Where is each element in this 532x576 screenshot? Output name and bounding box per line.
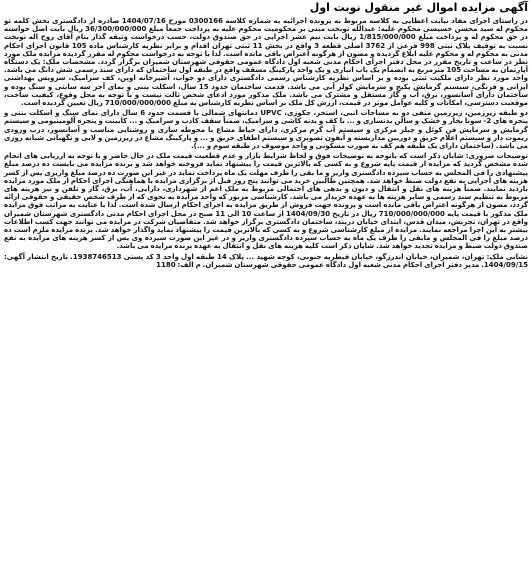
- notice-title: آگهی مزایده اموال غیر منقول نوبت اول: [309, 1, 528, 14]
- notice-paragraph-4: نشانی ملک: تهران، شمیران، خیابان اندرزگو، خیابان قیطریه جنوبی، کوچه شهید ... پلاک 14 طبقه اول واحد 3 کد پستی 1938746513. تاریخ انتشار آگهی: 1404/09/15. مدیر دفتر اجرای احکام مدنی شعبه اول دادگاه عمومی حقوقی شهرستان شمیران. م الف: 1180: [4, 252, 528, 269]
- notice-paragraph-2: دو طبقه زیرزمین، زیرزمین منفی دو به مساحات انبی، استخر، جکوزی، UPVC دمانتهای شمالی با قسمت حدود 6 سال دارای نمای سنگ و اسکلت بتنی و پنجره های 2- سونا بخار و خشک و سالن بدنسازی و ... با کف و بدنه کاشی و سرامیک، ضمناً سقف کاذب و سرامیک و ... کابینت و پنجره آلومینیومی و سیستم گرمایش و سرمایش فن کوئل و چیلر مرکزی و سیستم آب گرم مرکزی، دارای حیاط مشاع با محوطه سازی و روشنایی مناسب و آسانسور، درب ورودی ریموت دار و سیستم اعلام حریق و دوربین مداربسته و آیفون تصویری و سیستم اطفای حریق و ... و پارکینگ مشاع در زیرزمین و لابی و نگهبانی شبانه روزی می باشد. (ساختمان دارای یک طبقه هم کف به صورت مسکونی و واحد موصوف در طبقه سوم و ...).: [4, 109, 528, 151]
- notice-paragraph-1: در راستای اجرای مفاد نیابت اعطایی به کلاسه مربوط به پرونده اجرائیه به شماره کلاسه 0300166 مورخ 1404/07/16 صادره از دادگستری بخش کلمه تو محکوم له سید محسن خسیسی محکوم علیه: عبدالله نوبخت مبنی بر محکومیت محکوم علیه به پرداخت جمعاً مبلغ 36/300/000/000 ریال بابت اصل خواسته در حق محکوم له و پرداخت مبلغ 1/815/000/000 ریال بابت نیم عشر اجرایی در حق صندوق دولت، حسب درخواست وثیقه گذار بنام آقای روح اله نوبخت نسبت به توقیف پلاک ثبتی 998 فرعی از 3762 اصلی قطعه 3 واقع در بخش 11 ثبتی تهران اقدام و برابر نظریه کارشناس ماده 105 قانون اجرای احکام مدنی به محکوم له و محکوم علیه ابلاغ گردیده و مصون از هرگونه اعتراض باقی مانده است. لذا با توجه به درخواست محکوم له مقرر گردیده مزایده ملک مورد نظر در ساعت و تاریخ مقرر در محل دفتر اجرای احکام مدنی شعبه اول دادگاه عمومی حقوقی شهرستان شمیران برگزار گردد. مشخصات ملک: یک دستگاه آپارتمان به مساحت 105 مترمربع به انضمام یک باب انباری و یک واحد پارکینگ مسقف واقع در طبقه اول ساختمان که دارای سند رسمی شش دانگ می باشد. واحد مورد نظر دارای ملکیت ثبتی بوده و بر اساس نظریه کارشناس رسمی دادگستری دارای دو خواب، آشپزخانه اوپن، کف سرامیک، سرویس بهداشتی ایرانی و فرنگی، سیستم گرمایش پکیج و سرمایش کولر آبی می باشد. قدمت ساختمان حدود 15 سال، اسکلت بتنی و نمای آجر سه سانتی و سنگ بوده و ساختمان دارای آسانسور، برق، آب و گاز مستقل و مشترک می باشد. ملک مذکور مورد ادعای شخص ثالث نیست و با توجه به محل وقوع، کیفیت ساخت، موقعیت دسترسی، امکانات و کلیه عوامل موثر در قیمت، ارزش کل ملک بر اساس نظریه کارشناس به مبلغ 710/000/000/000 ریال تعیین گردیده است.: [4, 17, 529, 108]
- notice-paragraph-3: توضیحات ضروری: شایان ذکر است که باتوجه به توضیحات فوق و لحاظ شرایط بازار و عدم قطعیت قیمت ملک در حال حاضر و با توجه به ارزیابی های انجام شده مشخص گردید که مزایده از قیمت پایه شروع و به کسی که بالاترین قیمت را پیشنهاد نماید فروخته خواهد شد و برنده مزایده می بایست ده درصد مبلغ پیشنهادی را فی المجلس به حساب سپرده دادگستری واریز و ما بقی را ظرف مهلت یک ماه پرداخت نماید در غیر این صورت ده درصد مبلغ واریزی پس از کسر هزینه های اجرایی به نفع دولت ضبط خواهد شد. همچنین طالبین خرید می توانند پنج روز قبل از برگزاری مزایده با هماهنگی اجرای احکام از ملک مورد مزایده بازدید نمایند. ضمناً هزینه های نقل و انتقال و دیون و بدهی های احتمالی مربوط به ملک اعم از شهرداری، دارایی، آب، برق، گاز و تلفن و نیز هزینه های مربوط به تنظیم سند رسمی و سایر هزینه ها به عهده خریدار می باشد. کارشناسی مزبور که واحد مزایده به نحوی که از طرف شخص حقیقی و حقوقی ارائه گردد، مصون از هرگونه اعتراض باقی مانده است و پرونده جهت فروش از طریق مزایده به اجرای احکام ارسال شده است. لذا با عنایت به مراتب فوق مزایده ملک مذکور با قیمت پایه 710/000/000/000 ریال در تاریخ 1404/09/30 از ساعت 10 الی 11 صبح در محل اجرای احکام مدنی دادگستری شهرستان شمیران واقع در تهران، تجریش، میدان قدس، ابتدای خیابان دربند، ساختمان دادگستری برگزار خواهد شد. متقاضیان شرکت در مزایده می توانند جهت کسب اطلاعات بیشتر به این اجرا مراجعه نمایند. مزایده از مبلغ کارشناسی شروع و به کسی که بالاترین قیمت را پیشنهاد نماید واگذار خواهد شد. برنده مزایده ملزم است ده درصد مبلغ را فی المجلس و مابقی را ظرف یک ماه به حساب سپرده دادگستری واریز و در غیر این صورت سپرده وی پس از کسر هزینه های مزایده به نفع صندوق دولت ضبط و مزایده تجدید خواهد شد. شایان ذکر است کلیه هزینه های نقل و انتقال به عهده برنده مزایده می باشد.: [4, 152, 528, 251]
